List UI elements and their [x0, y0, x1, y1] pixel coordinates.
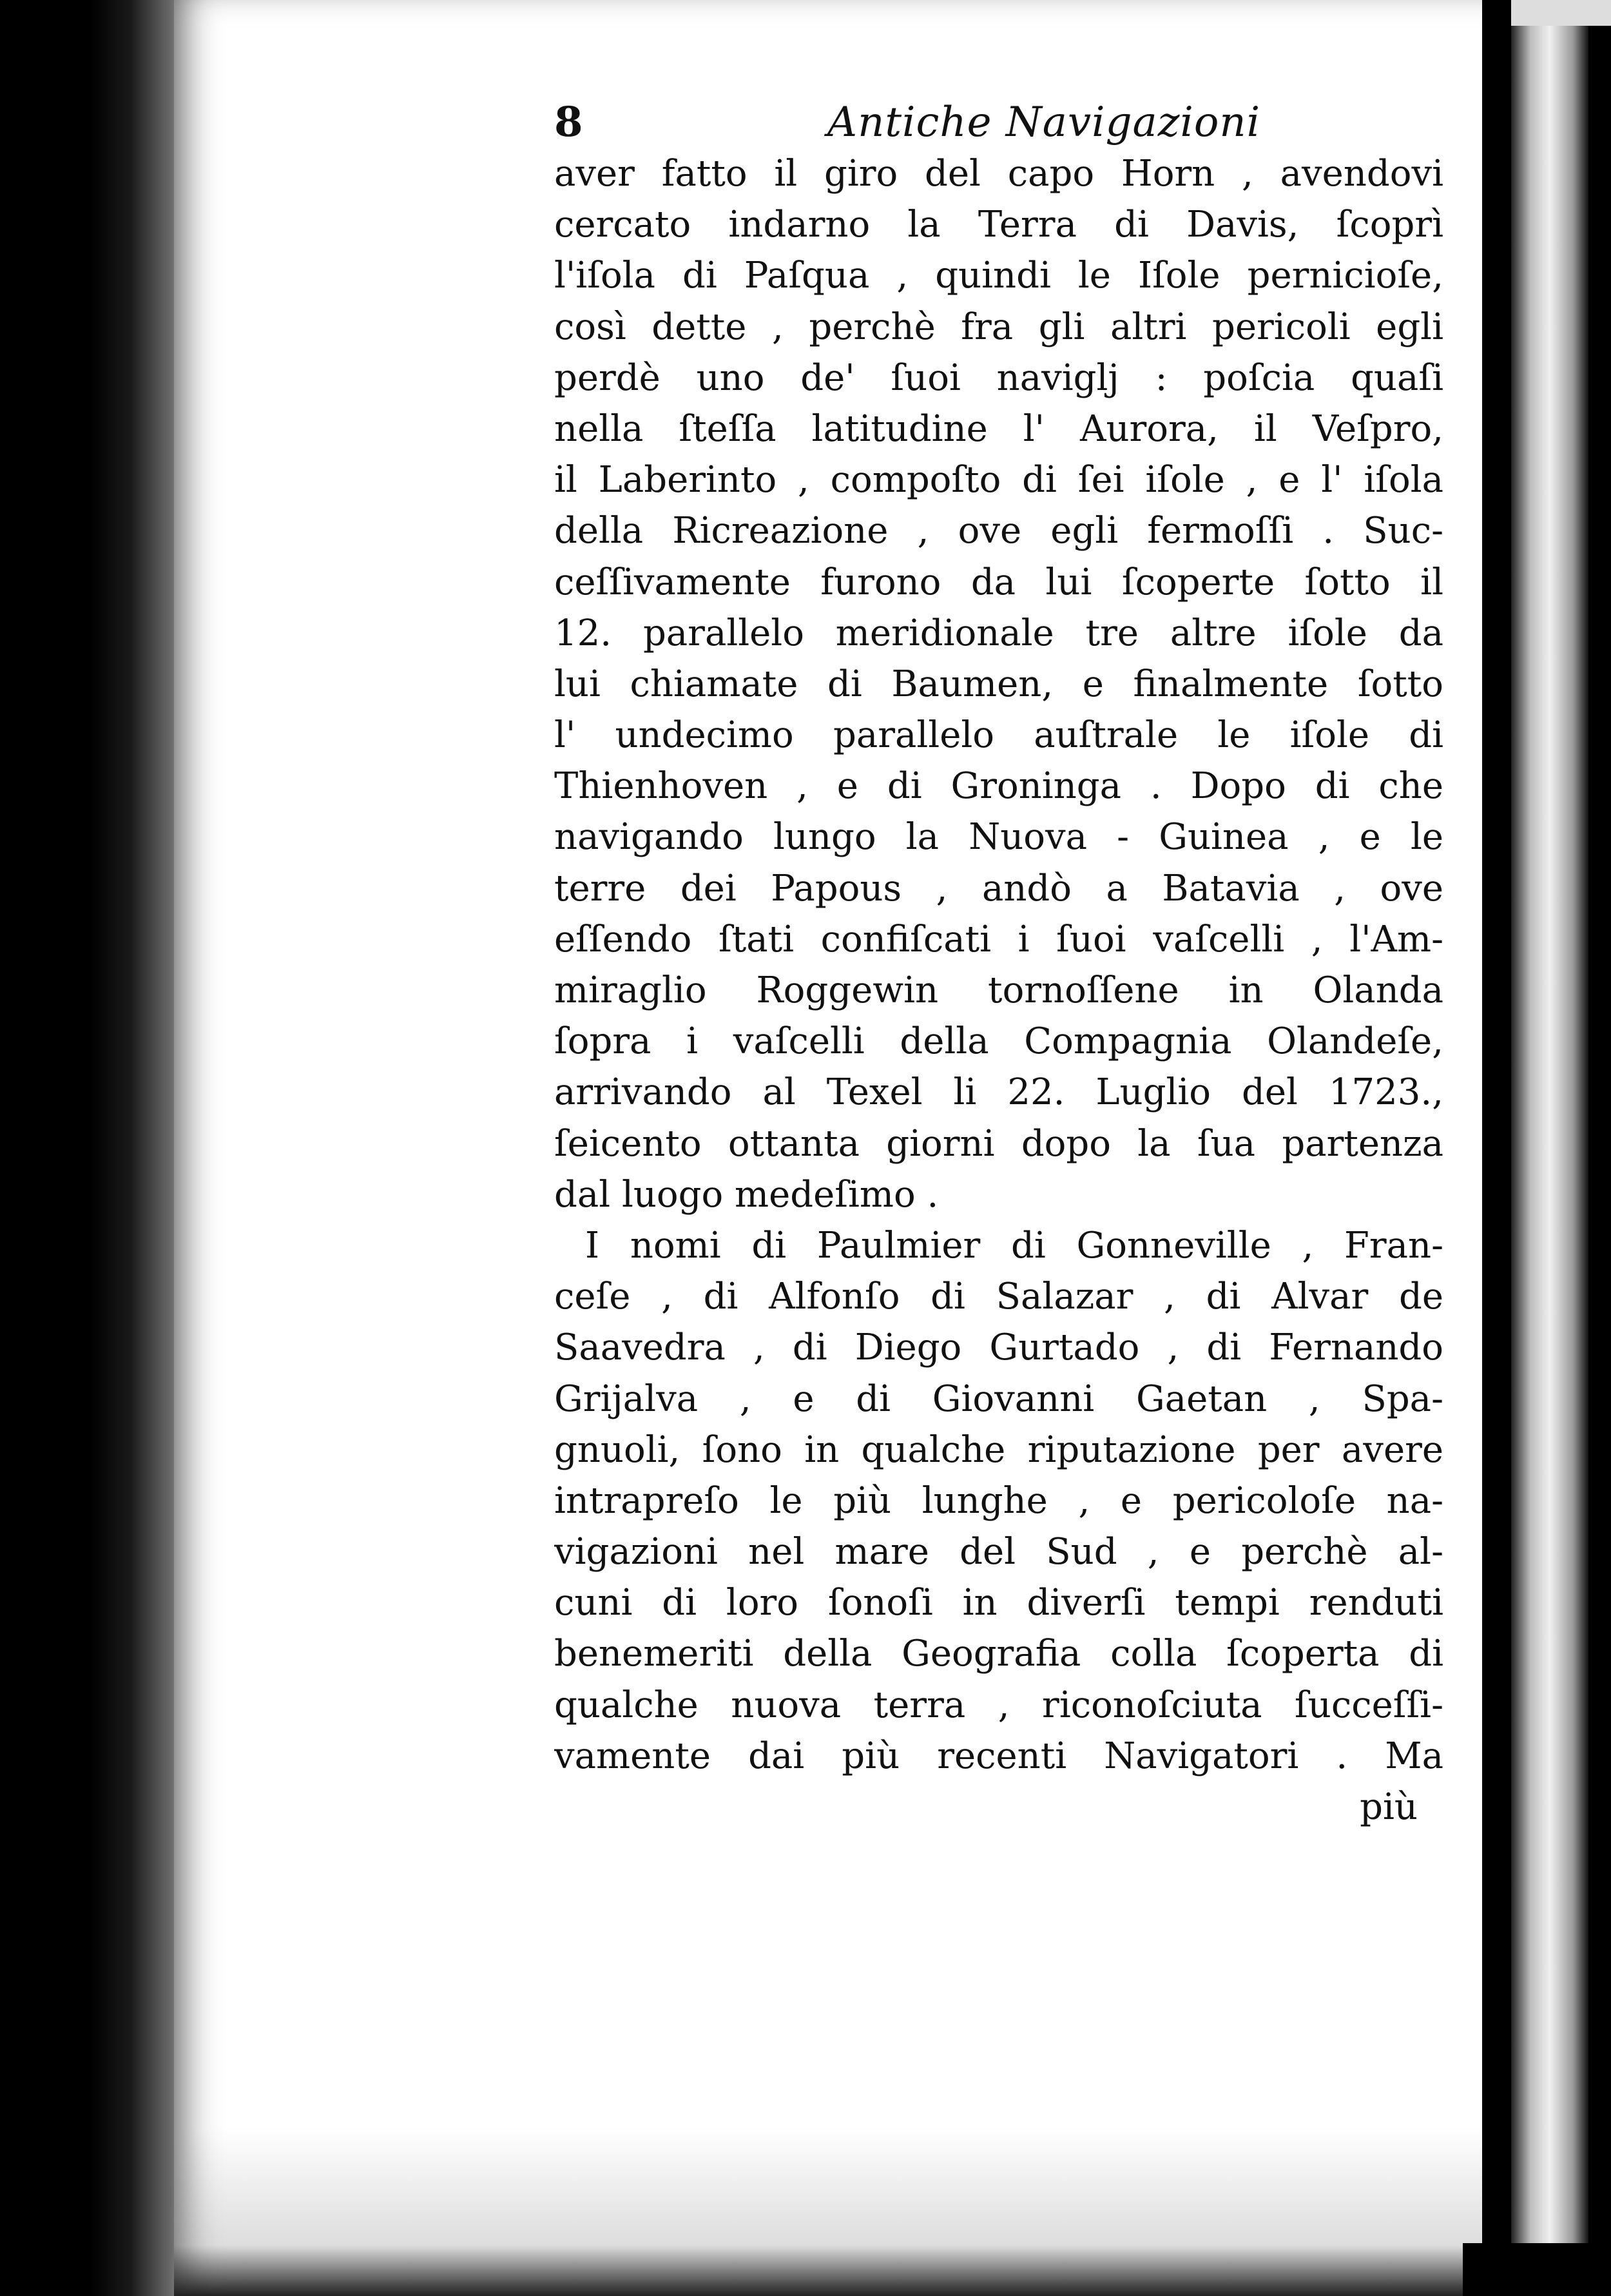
text-line: ceſſivamente furono da lui ſcoperte ſotto il	[554, 561, 1443, 603]
facing-page-strip	[1511, 26, 1588, 2269]
running-head	[554, 97, 1443, 155]
text-line: lui chiamate di Baumen, e finalmente ſotto	[554, 663, 1443, 705]
text-line: miraglio Roggewin tornoſſene in Olanda	[554, 969, 1443, 1011]
facing-page-top	[1511, 0, 1611, 26]
text-line: navigando lungo la Nuova - Guinea , e le	[554, 816, 1443, 859]
text-line: eſſendo ſtati confiſcati i ſuoi vaſcelli , l'Am-	[554, 918, 1443, 960]
text-line: così dette , perchè fra gli altri pericoli egli	[554, 306, 1443, 348]
paragraph-1	[554, 148, 1443, 1220]
text-line: nella ſteſſa latitudine l' Aurora, il Veſpro,	[554, 407, 1443, 450]
text-line: Thienhoven , e di Groninga . Dopo di che	[554, 765, 1443, 808]
text-line: intrapreſo le più lunghe , e pericoloſe na-	[554, 1479, 1443, 1522]
text-line: I nomi di Paulmier di Gonneville , Fran-	[585, 1224, 1443, 1267]
text-line: benemeriti della Geografia colla ſcoperta di	[554, 1633, 1443, 1675]
text-line: Grijalva , e di Giovanni Gaetan , Spa-	[554, 1377, 1443, 1420]
text-line: cuni di loro ſonoſi in diverſi tempi renduti	[554, 1582, 1443, 1624]
paragraph-2	[554, 1220, 1443, 1782]
text-line: dal luogo medeſimo .	[554, 1173, 939, 1216]
text-line: vamente dai più recenti Navigatori . Ma	[554, 1735, 1443, 1777]
page-text	[554, 97, 1443, 1833]
text-line: ſopra i vaſcelli della Compagnia Olandeſe,	[554, 1020, 1443, 1063]
text-line: qualche nuova terra , riconoſciuta ſucceſſi-	[554, 1684, 1443, 1726]
page-bottom-shadow	[174, 2127, 1482, 2296]
text-line: l' undecimo parallelo auſtrale le iſole di	[554, 714, 1443, 757]
ink-speck	[48, 506, 85, 551]
text-line: della Ricreazione , ove egli fermoſſi . Suc-	[554, 510, 1443, 552]
text-line: ſeicento ottanta giorni dopo la ſua partenza	[554, 1122, 1443, 1165]
catchword: più	[1360, 1786, 1418, 1828]
text-line: cercato indarno la Terra di Davis, ſcoprì	[554, 204, 1443, 246]
text-line: vigazioni nel mare del Sud , e perchè al-	[554, 1531, 1443, 1573]
text-line: arrivando al Texel li 22. Luglio del 1723.,	[554, 1071, 1443, 1114]
text-line: il Laberinto , compoſto di ſei iſole , e l' iſola	[554, 459, 1443, 501]
text-line: l'iſola di Paſqua , quindi le Iſole pernicioſe,	[554, 255, 1443, 297]
text-line: 12. parallelo meridionale tre altre iſole da	[554, 612, 1443, 654]
page-number: 8	[554, 98, 583, 146]
bottom-corner-shadow	[1463, 2243, 1611, 2296]
text-line: perdè uno de' ſuoi naviglj : poſcia quaſi	[554, 356, 1443, 399]
text-line: Saavedra , di Diego Gurtado , di Fernando	[554, 1327, 1443, 1369]
text-line: ceſe , di Alfonſo di Salazar , di Alvar de	[554, 1276, 1443, 1318]
running-title: Antiche Navigazioni	[827, 99, 1261, 146]
text-line: terre dei Papous , andò a Batavia , ove	[554, 867, 1443, 910]
text-line: aver fatto il giro del capo Horn , avendovi	[554, 153, 1443, 195]
text-line: gnuoli, ſono in qualche riputazione per avere	[554, 1428, 1443, 1471]
